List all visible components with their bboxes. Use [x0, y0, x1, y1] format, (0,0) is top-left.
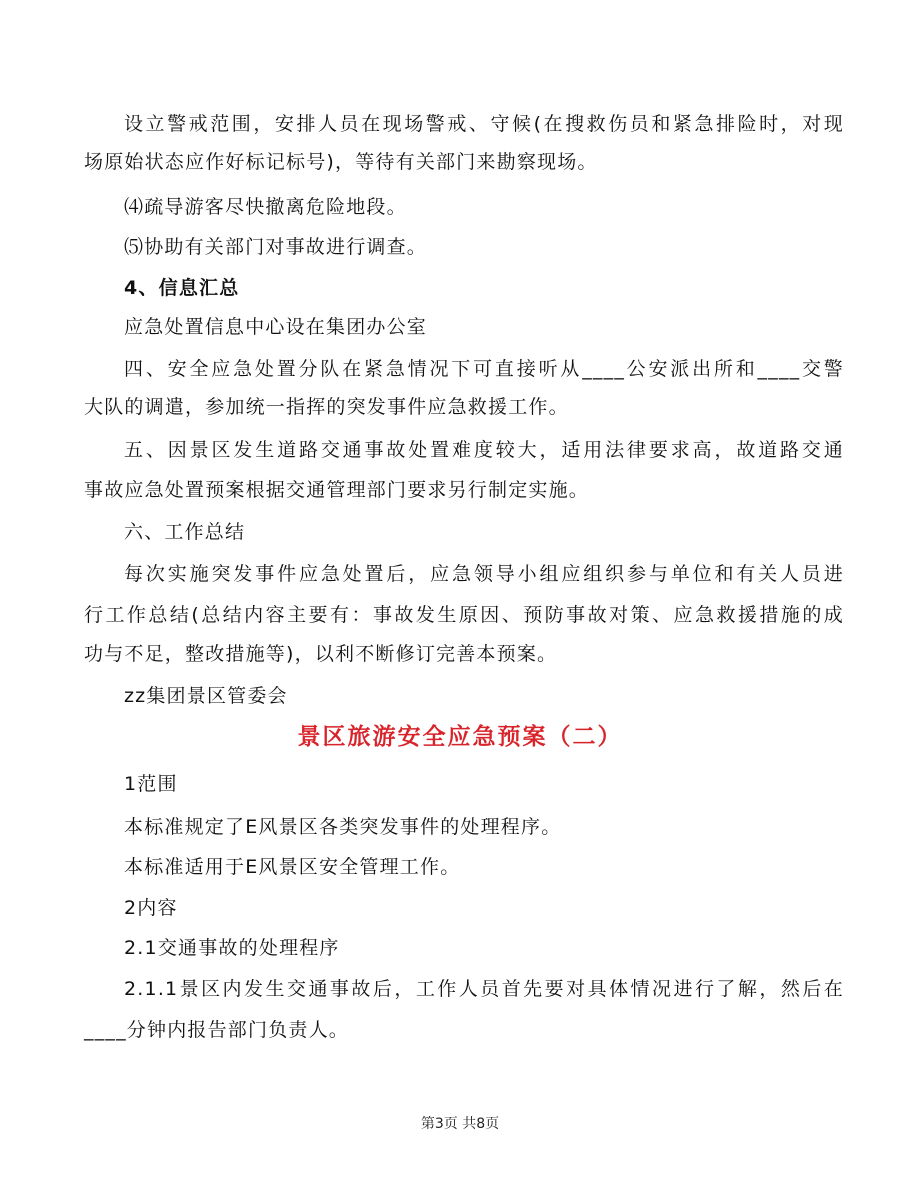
paragraph-line: 五、因景区发生道路交通事故处置难度较大，适用法律要求高，故道路交通: [124, 439, 844, 461]
section-heading: 1范围: [124, 773, 178, 795]
section-heading: 2内容: [124, 897, 178, 919]
paragraph-line: 每次实施突发事件应急处置后，应急领导小组应组织参与单位和有关人员进: [124, 563, 844, 585]
paragraph-line: 功与不足，整改措施等)，以利不断修订完善本预案。: [84, 643, 558, 665]
section-heading: 4、信息汇总: [124, 277, 240, 299]
paragraph-line: ____分钟内报告部门负责人。: [84, 1019, 350, 1041]
paragraph-line: 事故应急处置预案根据交通管理部门要求另行制定实施。: [84, 479, 590, 501]
page-number-footer: 第3页 共8页: [420, 1116, 500, 1132]
paragraph-line: 大队的调遣，参加统一指挥的突发事件应急救援工作。: [84, 396, 569, 418]
list-item: ⑷疏导游客尽快撤离危险地段。: [124, 196, 407, 218]
section-heading: 六、工作总结: [124, 521, 246, 543]
paragraph-line: 场原始状态应作好标记标号)，等待有关部门来勘察现场。: [84, 151, 598, 173]
paragraph-line: 行工作总结(总结内容主要有：事故发生原因、预防事故对策、应急救援措施的成: [84, 604, 844, 626]
subsection-heading: 2.1交通事故的处理程序: [124, 937, 340, 959]
paragraph-line: 设立警戒范围，安排人员在现场警戒、守候(在搜救伤员和紧急排险时，对现: [124, 113, 844, 135]
paragraph-line: 本标准适用于E风景区安全管理工作。: [124, 856, 461, 878]
signature-line: zz集团景区管委会: [124, 685, 288, 707]
paragraph-line: 四、安全应急处置分队在紧急情况下可直接听从____公安派出所和____交警: [124, 358, 844, 380]
list-item: ⑸协助有关部门对事故进行调查。: [124, 236, 428, 258]
paragraph-line: 2.1.1景区内发生交通事故后，工作人员首先要对具体情况进行了解，然后在: [124, 978, 844, 1000]
paragraph-line: 本标准规定了E风景区各类突发事件的处理程序。: [124, 816, 562, 838]
section-title: 景区旅游安全应急预案（二）: [297, 724, 623, 750]
paragraph-line: 应急处置信息中心设在集团办公室: [124, 316, 428, 338]
